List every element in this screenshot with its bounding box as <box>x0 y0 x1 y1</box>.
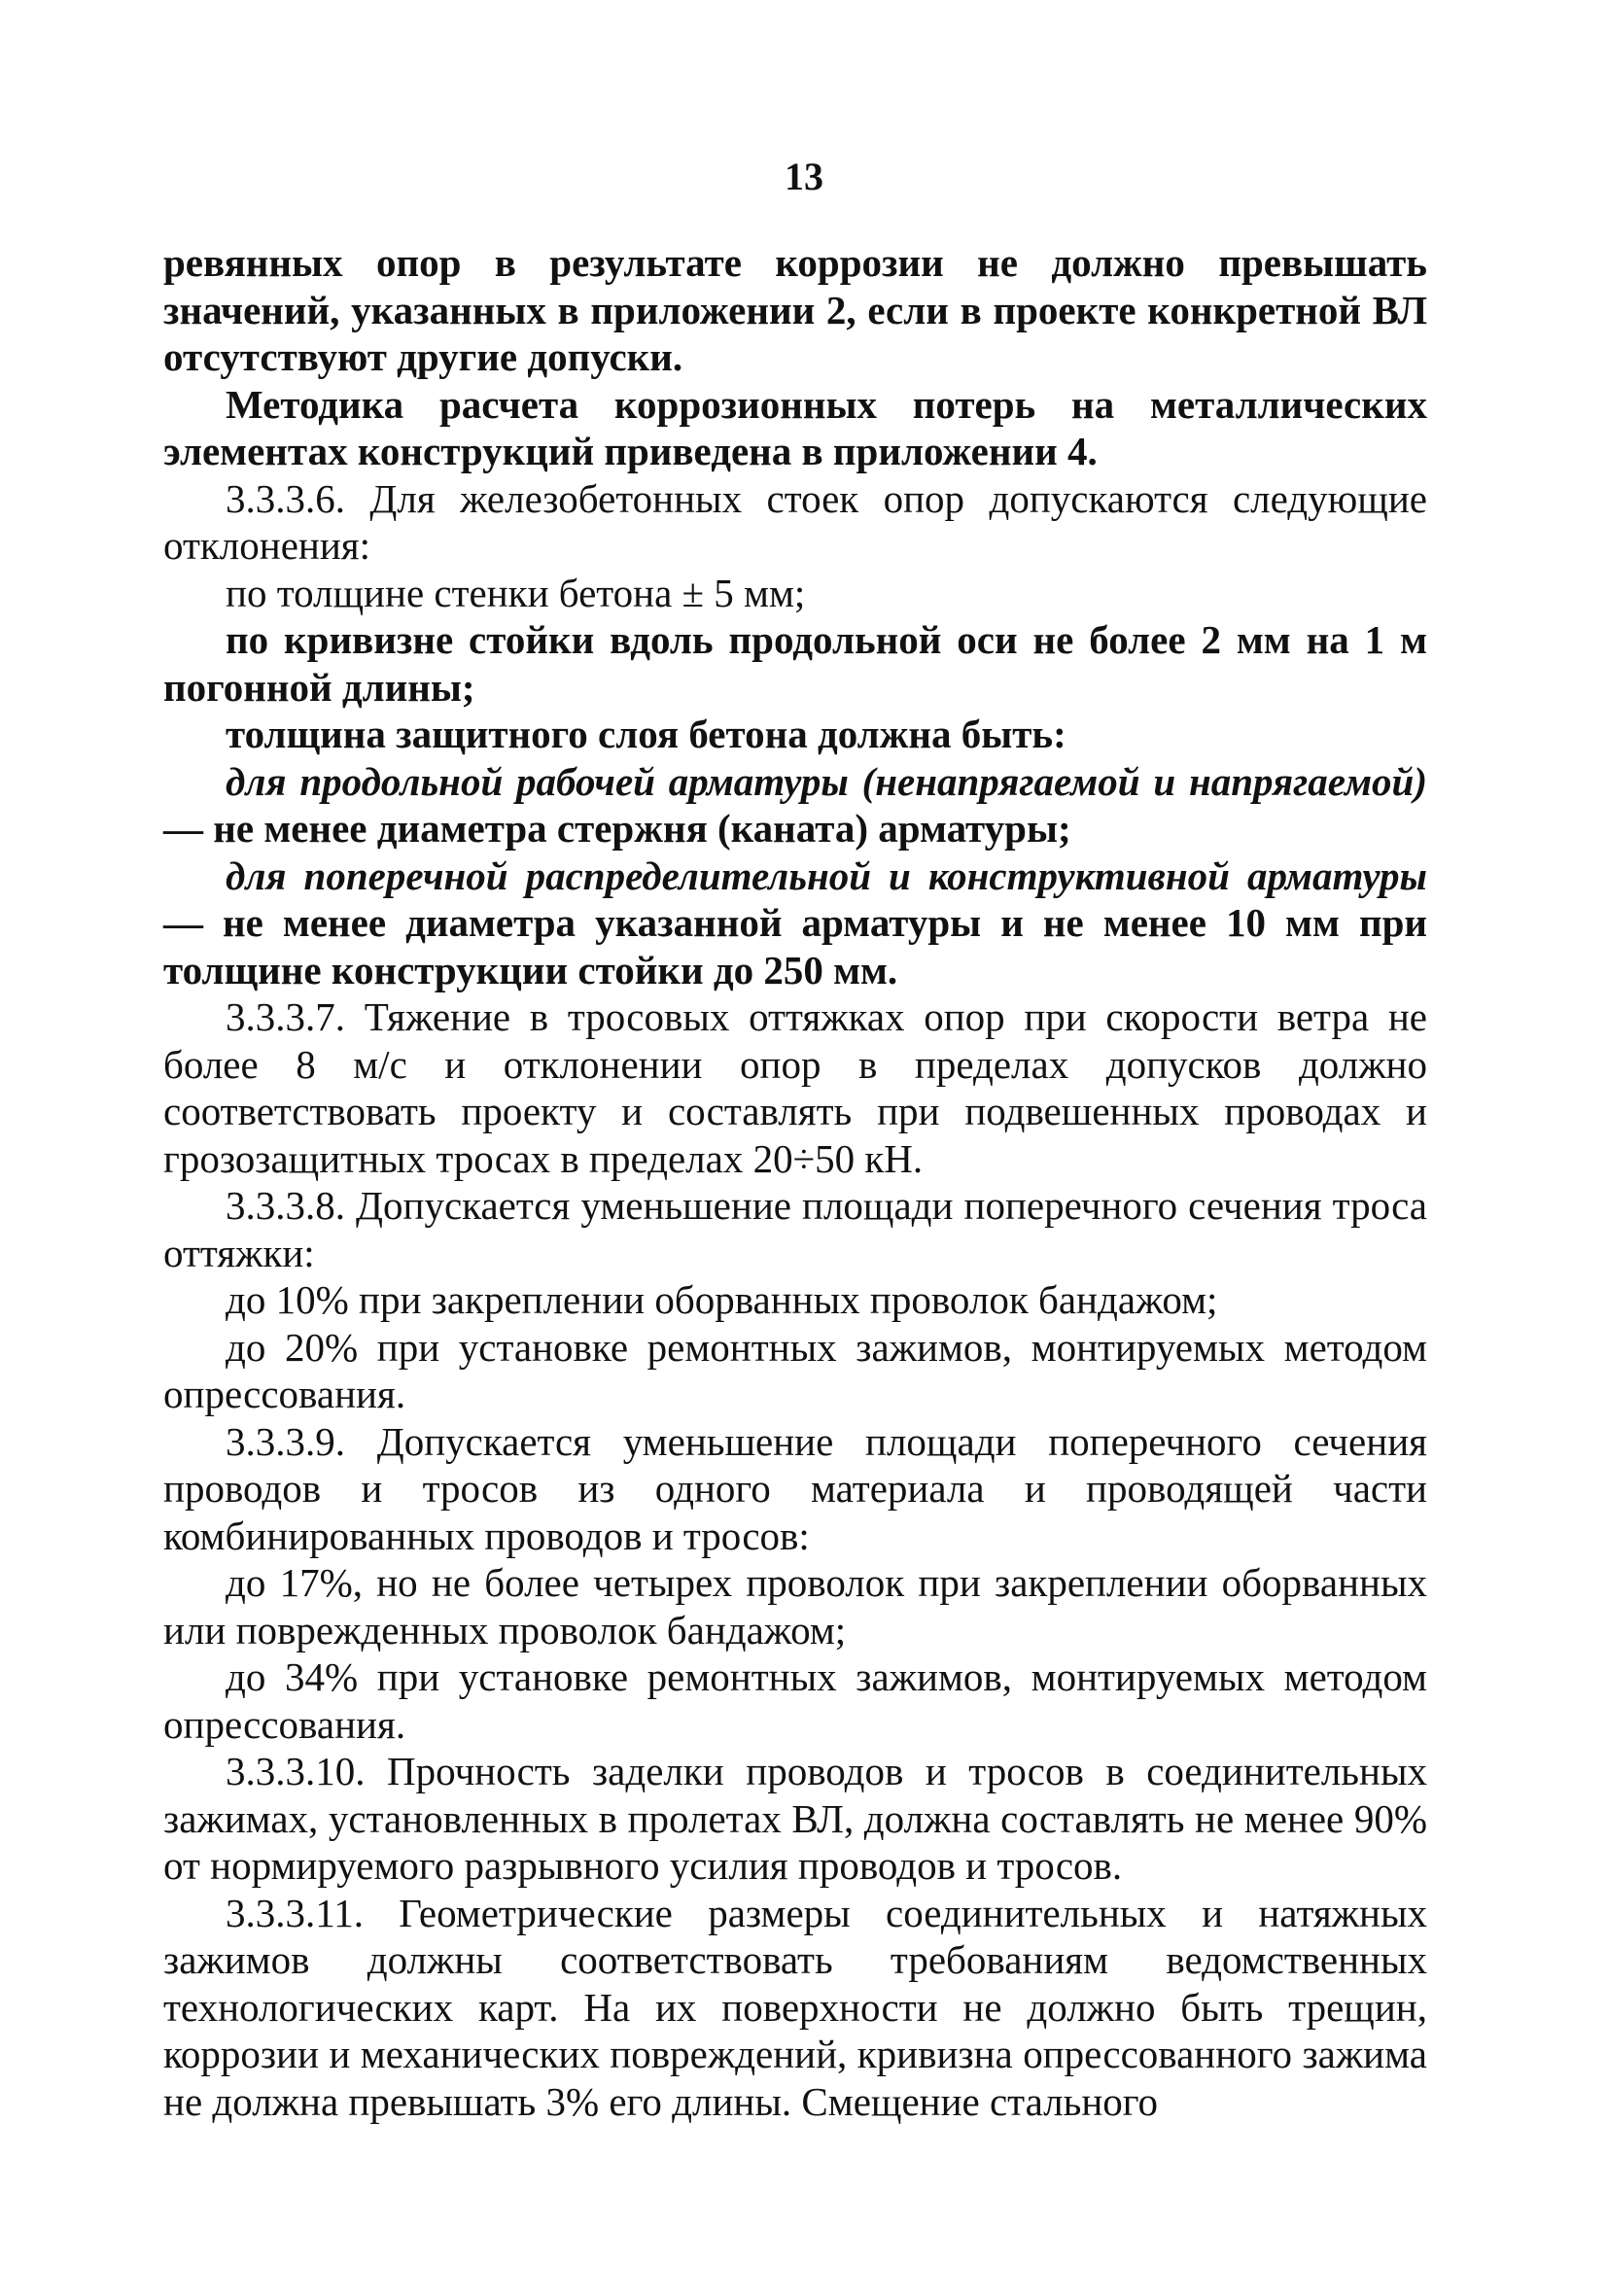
list-item-body: — не менее диаметра указанной арматуры и не менее 10 мм при толщине конструкции стойки до 250 мм. <box>163 900 1427 992</box>
paragraph-3-3-3-9: 3.3.3.9. Допускается уменьшение площади поперечного сечения проводов и тросов из одного материала и проводящей части комбинированных проводов и тросов: <box>163 1418 1427 1558</box>
list-item-body: — не менее диаметра стержня (каната) арматуры; <box>163 806 1071 851</box>
list-item-wall-thickness: по толщине стенки бетона ± 5 мм; <box>226 570 806 615</box>
document-body <box>163 239 1427 2125</box>
paragraph-3-3-3-10: 3.3.3.10. Прочность заделки проводов и тросов в соединительных зажимах, установленных в пролетах ВЛ, должна составлять не менее 90% от нормируемого разрывного усилия проводов и тросов. <box>163 1749 1427 1888</box>
list-item-transverse-rebar <box>163 852 1427 994</box>
list-item-17-percent: до 17%, но не более четырех проволок при закреплении оборванных или поврежденных проволок бандажом; <box>163 1560 1427 1652</box>
list-item-lead: для продольной рабочей арматуры (ненапрягаемой и напрягаемой) <box>226 758 1427 804</box>
paragraph-3-3-3-11: 3.3.3.11. Геометрические размеры соединительных и натяжных зажимов должны соответствовать требованиям ведомственных технологических карт. На их поверхности не должно быть трещин, коррозии и механических повреждений, кривизна опрессованного зажима не должна превышать 3% его длины. Смещение стального <box>163 1890 1427 2124</box>
list-item-lead: для поперечной распределительной и конструктивной арматуры <box>226 852 1427 898</box>
paragraph-3-3-3-6: 3.3.3.6. Для железобетонных стоек опор допускаются следующие отклонения: <box>163 475 1427 568</box>
page-number: 13 <box>785 155 823 198</box>
list-item-20-percent: до 20% при установке ремонтных зажимов, монтируемых методом опрессования. <box>163 1324 1427 1416</box>
list-item-curvature: по кривизне стойки вдоль продольной оси не более 2 мм на 1 м погонной длины; <box>163 617 1427 710</box>
list-item-34-percent: до 34% при установке ремонтных зажимов, монтируемых методом опрессования. <box>163 1654 1427 1747</box>
paragraph-3-3-3-8: 3.3.3.8. Допускается уменьшение площади поперечного сечения троса оттяжки: <box>163 1183 1427 1275</box>
paragraph-methodology: Методика расчета коррозионных потерь на металлических элементах конструкций приведена в приложении 4. <box>163 381 1427 473</box>
paragraph-3-3-3-7: 3.3.3.7. Тяжение в тросовых оттяжках опор при скорости ветра не более 8 м/с и отклонении опор в пределах допусков должно соответствовать проекту и составлять при подвешенных проводах и грозозащитных тросах в пределах 20÷50 кН. <box>163 994 1427 1181</box>
list-item-10-percent: до 10% при закреплении оборванных проволок бандажом; <box>226 1277 1218 1322</box>
list-item-longitudinal-rebar <box>163 758 1427 852</box>
paragraph-continuation: ревянных опор в результате коррозии не должно превышать значений, указанных в приложении 2, если в проекте конкретной ВЛ отсутствуют другие допуски. <box>163 240 1427 379</box>
list-item-protective-layer: толщина защитного слоя бетона должна быть: <box>226 712 1066 756</box>
